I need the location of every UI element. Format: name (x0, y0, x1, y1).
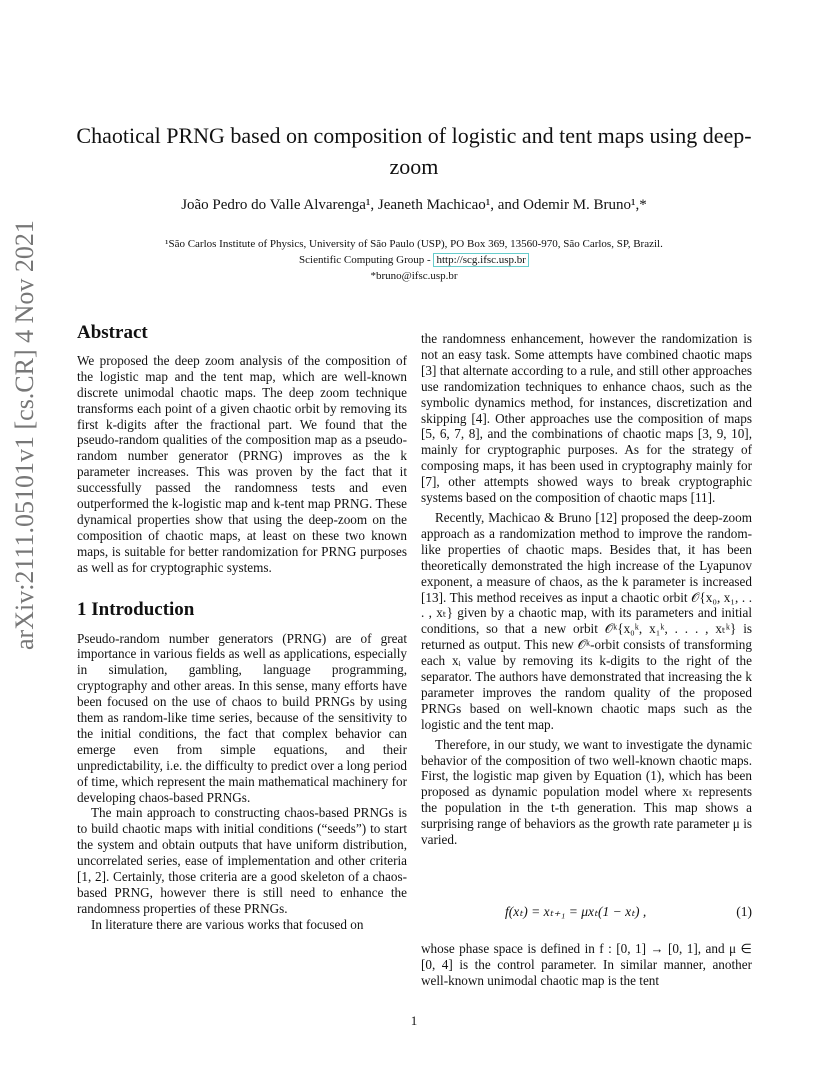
arxiv-identifier-text: arXiv:2111.05101v1 [cs.CR] 4 Nov 2021 (10, 220, 39, 650)
right-paragraph-4: whose phase space is defined in f : [0, 1] → [0, 1], and μ ∈ [0, 4] is the control parameter. In similar manner, another well-known unimodal chaotic map is the tent (421, 941, 752, 988)
right-paragraph-3: Therefore, in our study, we want to investigate the dynamic behavior of the composition of two well-known chaotic maps. First, the logistic map given by Equation (1), which has been proposed as dynamic population model where xₜ represents the population in the t-th generation. This map shows a surprising range of behaviors as the growth rate parameter μ is varied. (421, 736, 752, 848)
group-link[interactable]: http://scg.ifsc.usp.br (433, 253, 529, 267)
abstract-text: We proposed the deep zoom analysis of the composition of the logistic map and the tent map, which are well-known discrete unimodal chaotic maps. The deep zoom technique transforms each point of a given chaotic orbit by removing its first k-digits after the fractional part. We found that the pseudo-random qualities of the composition map as a pseudo-random number generator (PRNG) improves as the k parameter increases. This was proven by the fact that it successfully passed the randomness tests and even outperformed the k-logistic map and k-tent map PRNG. These dynamical properties show that using the deep-zoom on the composition of chaotic maps, at least on these two known maps, is suitable for better randomization for PRNG purposes as well as for cryptographic systems. (77, 352, 407, 575)
intro-heading: 1 Introduction (77, 598, 195, 620)
group-line (60, 252, 768, 268)
right-paragraph-1: the randomness enhancement, however the randomization is not an easy task. Some attempts have combined chaotic maps [3] that alternate according to a rule, and still other approaches use randomization techniques to enhance chaos, such as the symbolic dynamics method, for instances, discretization and skipping [4]. Other approaches use the composition of maps [5, 6, 7, 8], and the combinations of chaotic maps [3, 9, 10], mainly for cryptographic purposes. As for the strategy of composing maps, it has been used in cryptography mainly for [7], other attempts showed ways to break cryptographic systems based on the composition of chaotic maps [11]. (421, 331, 752, 506)
intro-paragraph-1: Pseudo-random number generators (PRNG) are of great importance in various fields as well as applications, especially in simulation, gambling, language programming, cryptography and other areas. In this sense, many efforts have been focused on the use of chaos to build PRNGs by using them as random-like time series, because of the sensitivity to the initial conditions, the fact that complex behavior can emerge even from simple equations, and their unpredictability, i.e. the difficulty to predict over a long period of time, which represent the main mathematical machinery for developing chaos-based PRNGs. (77, 630, 407, 805)
right-paragraph-2: Recently, Machicao & Bruno [12] proposed the deep-zoom approach as a randomization method to improve the random-like properties of chaotic maps. Besides that, it has been theoretically demonstrated the high increase of the Lyapunov exponent, a measure of chaos, as the k parameter is increased [13]. This method receives as input a chaotic orbit 𝒪{x₀, x₁, . . . , xₜ} given by a chaotic map, with its parameters and initial conditions, so that a new orbit 𝒪ᵏ{x₀ᵏ, x₁ᵏ, . . . , xₜᵏ} is returned as output. This new 𝒪ᵏ-orbit consists of transforming each xᵢ value by removing its k-digits to the right of the separator. The authors have demonstrated that increasing the k parameter improves the random quality of the proposed PRNGs based on well-known chaotic maps such as the logistic and the tent map. (421, 509, 752, 732)
intro-paragraph-3: In literature there are various works that focused on (91, 916, 364, 932)
right-column-continued (421, 941, 752, 989)
abstract-heading: Abstract (77, 322, 148, 343)
paper-title: Chaotical PRNG based on composition of logistic and tent maps using deep-zoom (76, 123, 752, 179)
equation-1 (421, 904, 752, 920)
email: *bruno@ifsc.usp.br (370, 270, 458, 282)
intro-paragraph-2: The main approach to constructing chaos-based PRNGs is to build chaotic maps with initial conditions (“seeds”) to start the system and obtain outputs that have uniform distribution, uncorrelated series, ease of implementation and other criteria [1, 2]. Certainly, those criteria are a good skeleton of a chaos-based PRNG, however there is still need to enhance the randomness properties of these PRNGs. (77, 805, 407, 916)
left-column (77, 322, 407, 933)
group-label: Scientific Computing Group - (299, 254, 434, 266)
right-column (421, 331, 752, 848)
affiliation-block (60, 236, 768, 284)
equation-text: f(xₜ) = xₜ₊₁ = μxₜ(1 − xₜ) , (505, 904, 647, 919)
equation-number: (1) (736, 904, 752, 919)
author-list: João Pedro do Valle Alvarenga¹, Jeaneth Machicao¹, and Odemir M. Bruno¹,* (181, 197, 647, 213)
affiliation: ¹São Carlos Institute of Physics, University of São Paulo (USP), PO Box 369, 13560-970, São Carlos, SP, Brazil. (165, 238, 663, 250)
page-number: 1 (410, 1013, 418, 1028)
